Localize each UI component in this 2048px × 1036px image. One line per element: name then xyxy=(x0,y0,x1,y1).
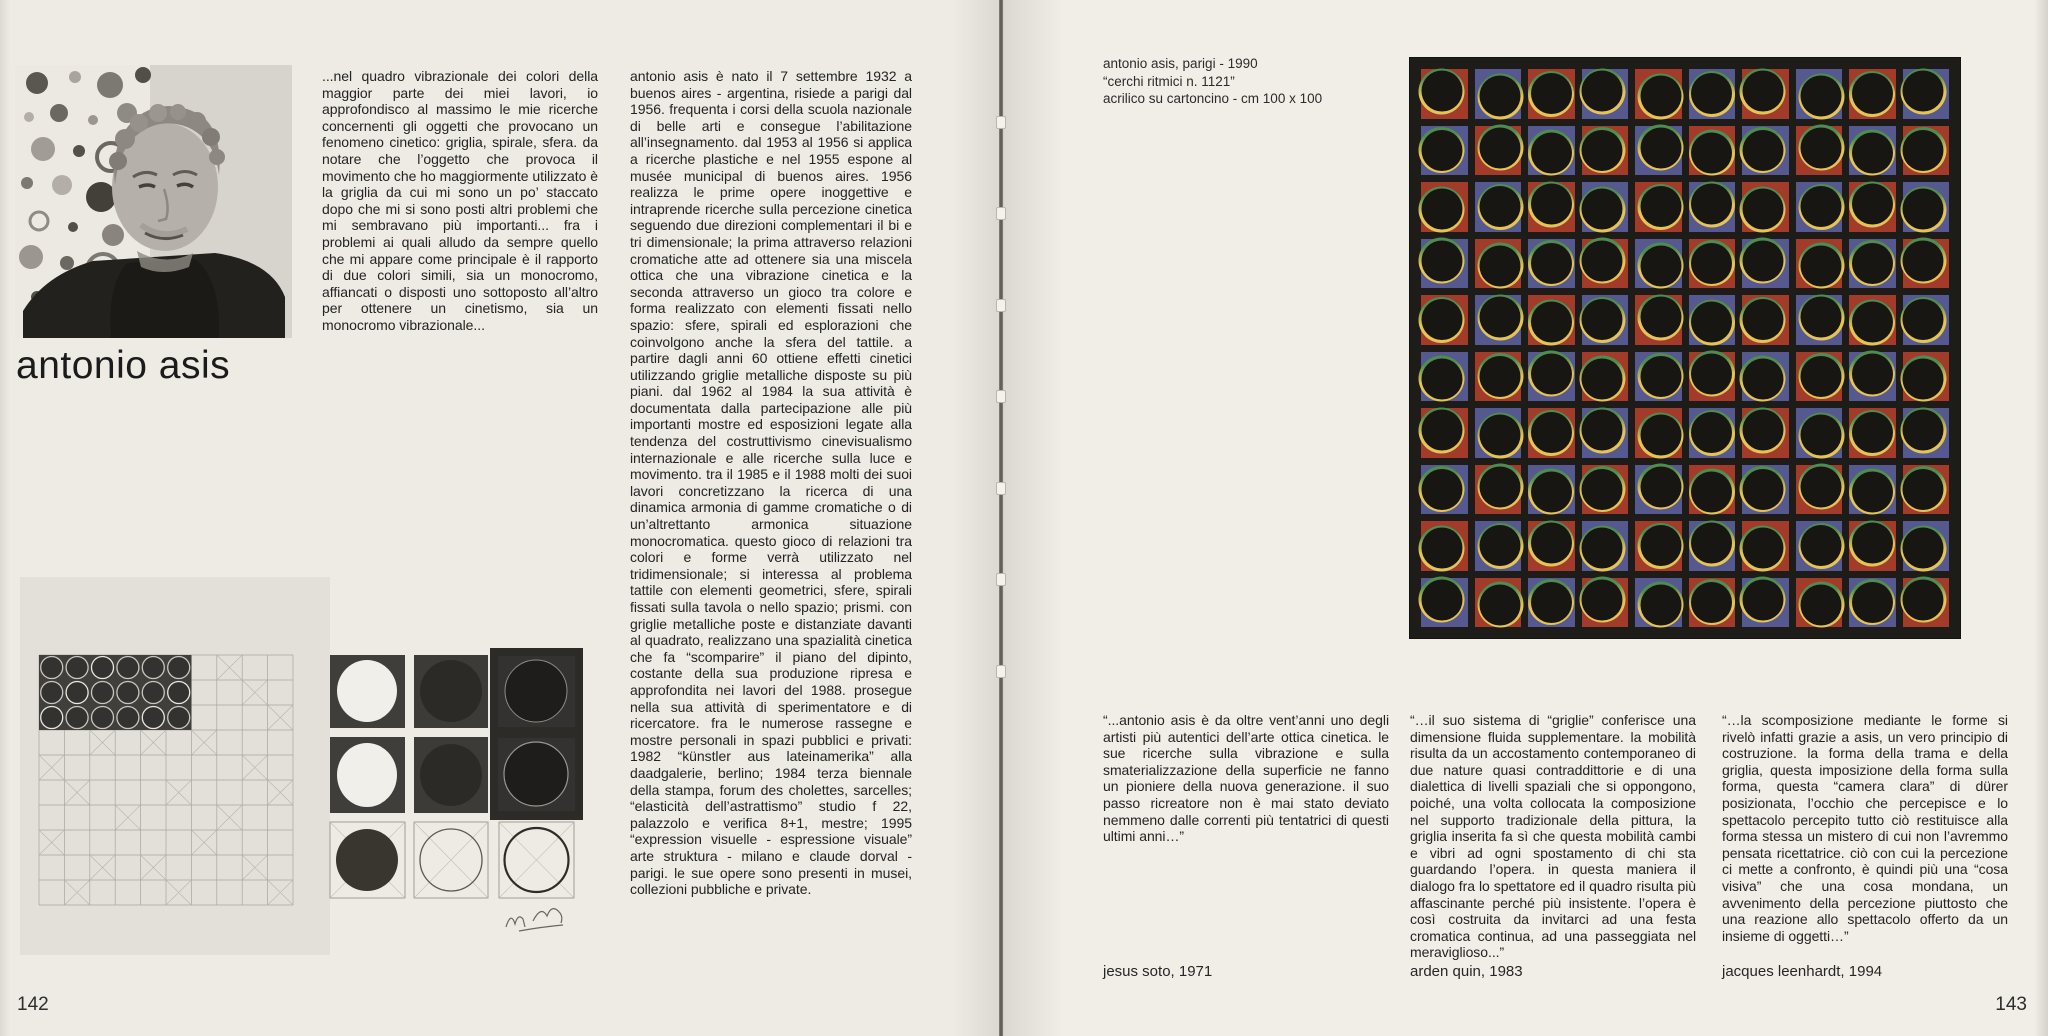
artwork-cell xyxy=(1903,69,1950,119)
page-number-right: 143 xyxy=(1995,994,2027,1015)
artwork-cell xyxy=(1796,352,1843,402)
artwork-cell xyxy=(1635,182,1682,232)
artwork-cell xyxy=(1742,408,1789,458)
artwork-cell xyxy=(1635,408,1682,458)
artwork-cell xyxy=(1475,69,1522,119)
artwork-cell xyxy=(1796,521,1843,571)
artwork-cell xyxy=(1849,521,1896,571)
artwork-cell xyxy=(1421,465,1468,515)
left-page-edge-shade xyxy=(0,0,10,1036)
artwork-cell xyxy=(1689,465,1736,515)
artwork-cell xyxy=(1635,126,1682,176)
artwork-cell xyxy=(1475,352,1522,402)
quote-quin: “…il suo sistema di “griglie” conferisce una dimensione fluida supplementare. la mobilità risulta da un accostamento contemporaneo di due nature quasi contraddittorie e di una dialettica di livelli spaziali che si oppongono, poiché, una volta collocata la composizione nel supporto tradizionale della pittura, la griglia inserita fa sì che questa mobilità cambi e vibri ad ogni spostamento di chi sta guardando l’opera. in questa maniera il dialogo fra lo spettatore ed il quadro risulta più affascinante perché più insistente. l’opera è così costruita da invitarci ad una festa cromatica continua, ad una passeggiata nel meraviglioso...” xyxy=(1410,712,1696,961)
artwork-cell xyxy=(1528,578,1575,628)
artwork-cell xyxy=(1582,239,1629,289)
artwork-cell xyxy=(1903,578,1950,628)
artwork-cell xyxy=(1742,578,1789,628)
artwork-cell xyxy=(1528,182,1575,232)
artwork-cell xyxy=(1849,295,1896,345)
artwork-cell xyxy=(1475,126,1522,176)
page-number-left: 142 xyxy=(17,994,49,1015)
artwork-cell xyxy=(1796,239,1843,289)
artwork-cell xyxy=(1849,578,1896,628)
artwork-cell xyxy=(1528,126,1575,176)
right-page-edge-shade xyxy=(2034,0,2048,1036)
artwork-cell xyxy=(1903,521,1950,571)
page-right xyxy=(1004,0,2048,1036)
artwork-cell xyxy=(1421,521,1468,571)
artwork-cell xyxy=(1742,521,1789,571)
artwork-cell xyxy=(1689,239,1736,289)
artwork-cell xyxy=(1796,182,1843,232)
caption-line-artist: antonio asis, parigi - 1990 xyxy=(1103,56,1258,71)
artwork-cell xyxy=(1903,465,1950,515)
artwork-cell xyxy=(1475,239,1522,289)
artwork-cell xyxy=(1849,352,1896,402)
attribution-soto: jesus soto, 1971 xyxy=(1103,963,1213,980)
gutter-shadow-right xyxy=(1003,0,1063,1036)
artwork-cell xyxy=(1689,408,1736,458)
artwork-cell xyxy=(1689,352,1736,402)
artist-quote-column: ...nel quadro vibrazionale dei colori della maggior parte dei miei lavori, io approfondisco al massimo le mie ricerche concernenti gli oggetti che provocano un fenomeno cinetico: griglia, spirale, sfera. da notare che l’oggetto che provoca il movimento che ho maggiormente utilizzato è la griglia da cui mi sono un po’ staccato dopo che mi si sono posti altri problemi che mi sembravano più importanti... fra i problemi ai quali alludo da sempre quello che mi appare come principale è il rapporto di due colori simili, sia un monocromo, affiancati o disposti uno sottoposto all’altro per ottenere un cinetismo, sia un monocromo vibrazionale... xyxy=(322,68,598,333)
artwork-cell xyxy=(1903,182,1950,232)
page-left xyxy=(0,0,1000,1036)
artwork-caption xyxy=(1103,55,1322,108)
biography-column: antonio asis è nato il 7 settembre 1932 a buenos aires - argentina, risiede a parigi dal 1956. frequenta i corsi della scuola nazionale di belle arti e consegue l’abilitazione all’insegnamento. dal 1953 al 1956 si applica a ricerche plastiche e nel 1955 espone al musée municipal di buenos aires. 1956 realizza le prime opere inoggettive e intraprende ricerche sulla percezione cinetica seguendo due direzioni complementari il bi e tri dimensionale; la prima attraverso relazioni cromatiche atte ad ottenere sia una miscela ottica che una vibrazione cinetica e la seconda attraverso un gioco tra colore e forma realizzato con elementi fissati nello spazio: sfere, spirali ed esplorazioni che coinvolgono anche la sfera del tattile. a partire dagli anni 60 ottiene effetti cinetici utilizzando griglie metalliche disposte su più piani. dal 1962 al 1984 la sua attività è documentata dalla partecipazione alle più importanti mostre ed esposizioni legate alla tendenza del costruttivismo cinevisualismo internazionale e alle ricerche sulla luce e movimento. tra il 1985 e il 1988 molti dei suoi lavori concretizzano la ricerca di una dinamica armonia di gamme cromatiche o di un’altrettanto armonica situazione monocromatica. questo gioco di relazioni tra colori e forme verrà utilizzato nel tridimensionale; si interessa al problema tattile con elementi geometrici, sfere, spirali fissati sulla tavola o nello spazio; prismi. con griglie metalliche poste e distanziate davanti al quadrato, realizzano una spazialità cinetica che fa “scomparire” il piano del dipinto, costante della sua produzione ripresa e approfondita nei lavori del 1988. prosegue nella sua attività di sperimentatore e di ricercatore. fra le numerose rassegne e mostre personali in spazi pubblici e privati: 1982 “künstler aus lateinamerika” alla daadgalerie, berlino; 1984 terza biennale della stampa, forum des cholettes, sarcelles; “elasticità dell’astrattismo” studio f 22, palazzolo e verifica 8+1, mestre; 1995 “expression visuelle - espressione visuale” arte struktura - milano e claude dorval - parigi. le sue opere sono presenti in musei, collezioni pubbliche e private. xyxy=(630,68,912,898)
quote-leenhardt: “…la scomposizione mediante le forme si rivelò infatti grazie a asis, un vero principio di costruzione. la forma della trama e della griglia, questa imposizione della forma sulla forma, questa “camera clara” di dürer posizionata, l’occhio che percepisce e lo spettacolo percepito tutto ciò restituisce alla forma stessa un mistero di cui non l’avremmo pensata ricettatrice. ciò con cui la percezione ci mette a confronto, è quindi più una “cosa visiva” che una cosa mondana, un avvenimento della percezione piuttosto che una reazione allo spettacolo offerto da un insieme di oggetti…” xyxy=(1722,712,2008,944)
artwork-cell xyxy=(1582,352,1629,402)
artwork-cell xyxy=(1903,126,1950,176)
artwork-cell xyxy=(1528,352,1575,402)
artwork-cell xyxy=(1582,295,1629,345)
artwork-cell xyxy=(1475,465,1522,515)
gutter-shadow-left xyxy=(952,0,999,1036)
artwork-cell xyxy=(1475,521,1522,571)
artwork-cell xyxy=(1475,408,1522,458)
artwork-cell xyxy=(1421,239,1468,289)
artwork-cell xyxy=(1635,239,1682,289)
artwork-cell xyxy=(1528,69,1575,119)
artwork-cell xyxy=(1849,126,1896,176)
artwork-cell xyxy=(1796,295,1843,345)
artwork-cell xyxy=(1742,465,1789,515)
signature xyxy=(506,909,563,931)
artwork-cell xyxy=(1742,295,1789,345)
artwork-cell xyxy=(1796,69,1843,119)
artwork-cell xyxy=(1421,578,1468,628)
artwork-cell xyxy=(1421,352,1468,402)
artwork-cell xyxy=(1742,69,1789,119)
artwork-cell xyxy=(1849,465,1896,515)
artwork-cell xyxy=(1582,69,1629,119)
artwork-cell xyxy=(1635,465,1682,515)
artwork-cell xyxy=(1796,578,1843,628)
artwork-cell xyxy=(1903,352,1950,402)
artwork-cell xyxy=(1582,126,1629,176)
stitch-mark xyxy=(996,573,1006,586)
artist-name-heading: antonio asis xyxy=(16,344,231,387)
artwork-cell xyxy=(1796,408,1843,458)
artwork-cell xyxy=(1528,465,1575,515)
artwork-cell xyxy=(1528,521,1575,571)
artwork-cell xyxy=(1849,69,1896,119)
artwork-cell xyxy=(1796,465,1843,515)
quote-soto: “...antonio asis è da oltre vent’anni uno degli artisti più autentici dell’arte ottica cinetica. le sue ricerche sulla vibrazione e sulla smaterializzazione della superficie ne fanno un pioniere della nuova generazione. il suo passo ricreatore non è mai stato deviato nemmeno dalle correnti più tentatrici di questi ultimi anni…” xyxy=(1103,712,1389,845)
artwork-cell xyxy=(1528,239,1575,289)
artwork-cell xyxy=(1796,126,1843,176)
sketch-artwork xyxy=(20,575,610,965)
artwork-cell xyxy=(1742,126,1789,176)
artwork-cell xyxy=(1689,182,1736,232)
caption-line-medium: acrilico su cartoncino - cm 100 x 100 xyxy=(1103,91,1323,106)
stitch-mark xyxy=(996,207,1006,220)
artwork-cell xyxy=(1849,408,1896,458)
artwork-cell xyxy=(1689,126,1736,176)
stitch-mark xyxy=(996,390,1006,403)
artwork-cell xyxy=(1528,295,1575,345)
artwork-cell xyxy=(1421,408,1468,458)
stitch-mark xyxy=(996,665,1006,678)
attribution-quin: arden quin, 1983 xyxy=(1410,963,1523,980)
artwork-cell xyxy=(1903,239,1950,289)
artwork-cell xyxy=(1849,182,1896,232)
caption-line-title: “cerchi ritmici n. 1121” xyxy=(1103,73,1235,89)
portrait-illustration xyxy=(15,65,292,338)
artwork-cell xyxy=(1475,295,1522,345)
artwork-cell xyxy=(1582,182,1629,232)
sketch-illustration xyxy=(20,575,610,965)
artwork-cell xyxy=(1903,295,1950,345)
artwork-cell xyxy=(1849,239,1896,289)
artwork-cell xyxy=(1421,295,1468,345)
artwork-cell xyxy=(1903,408,1950,458)
stitch-mark xyxy=(996,116,1006,129)
artist-portrait-photo xyxy=(15,65,292,338)
artwork-cell xyxy=(1742,239,1789,289)
artwork-cell xyxy=(1421,126,1468,176)
artwork-cell xyxy=(1582,465,1629,515)
artwork-cell xyxy=(1582,408,1629,458)
binding-gutter xyxy=(999,0,1003,1036)
artwork-cell xyxy=(1635,69,1682,119)
artwork-cell xyxy=(1421,182,1468,232)
attribution-leenhardt: jacques leenhardt, 1994 xyxy=(1722,963,1883,980)
artwork-cell xyxy=(1635,578,1682,628)
artwork-cerchi-ritmici xyxy=(1410,58,1960,638)
artwork-cell xyxy=(1582,521,1629,571)
artwork-cell xyxy=(1475,578,1522,628)
artwork-cell xyxy=(1475,182,1522,232)
artwork-cell xyxy=(1689,521,1736,571)
artwork-cell xyxy=(1742,352,1789,402)
artwork-cell xyxy=(1582,578,1629,628)
artwork-cell xyxy=(1528,408,1575,458)
artwork-cell xyxy=(1742,182,1789,232)
artwork-cell xyxy=(1635,352,1682,402)
artwork-cell xyxy=(1421,69,1468,119)
artwork-cell xyxy=(1689,69,1736,119)
stitch-mark xyxy=(996,299,1006,312)
artwork-cell xyxy=(1635,295,1682,345)
artwork-cell xyxy=(1689,578,1736,628)
artwork-cell xyxy=(1689,295,1736,345)
artwork-cell xyxy=(1635,521,1682,571)
stitch-mark xyxy=(996,482,1006,495)
